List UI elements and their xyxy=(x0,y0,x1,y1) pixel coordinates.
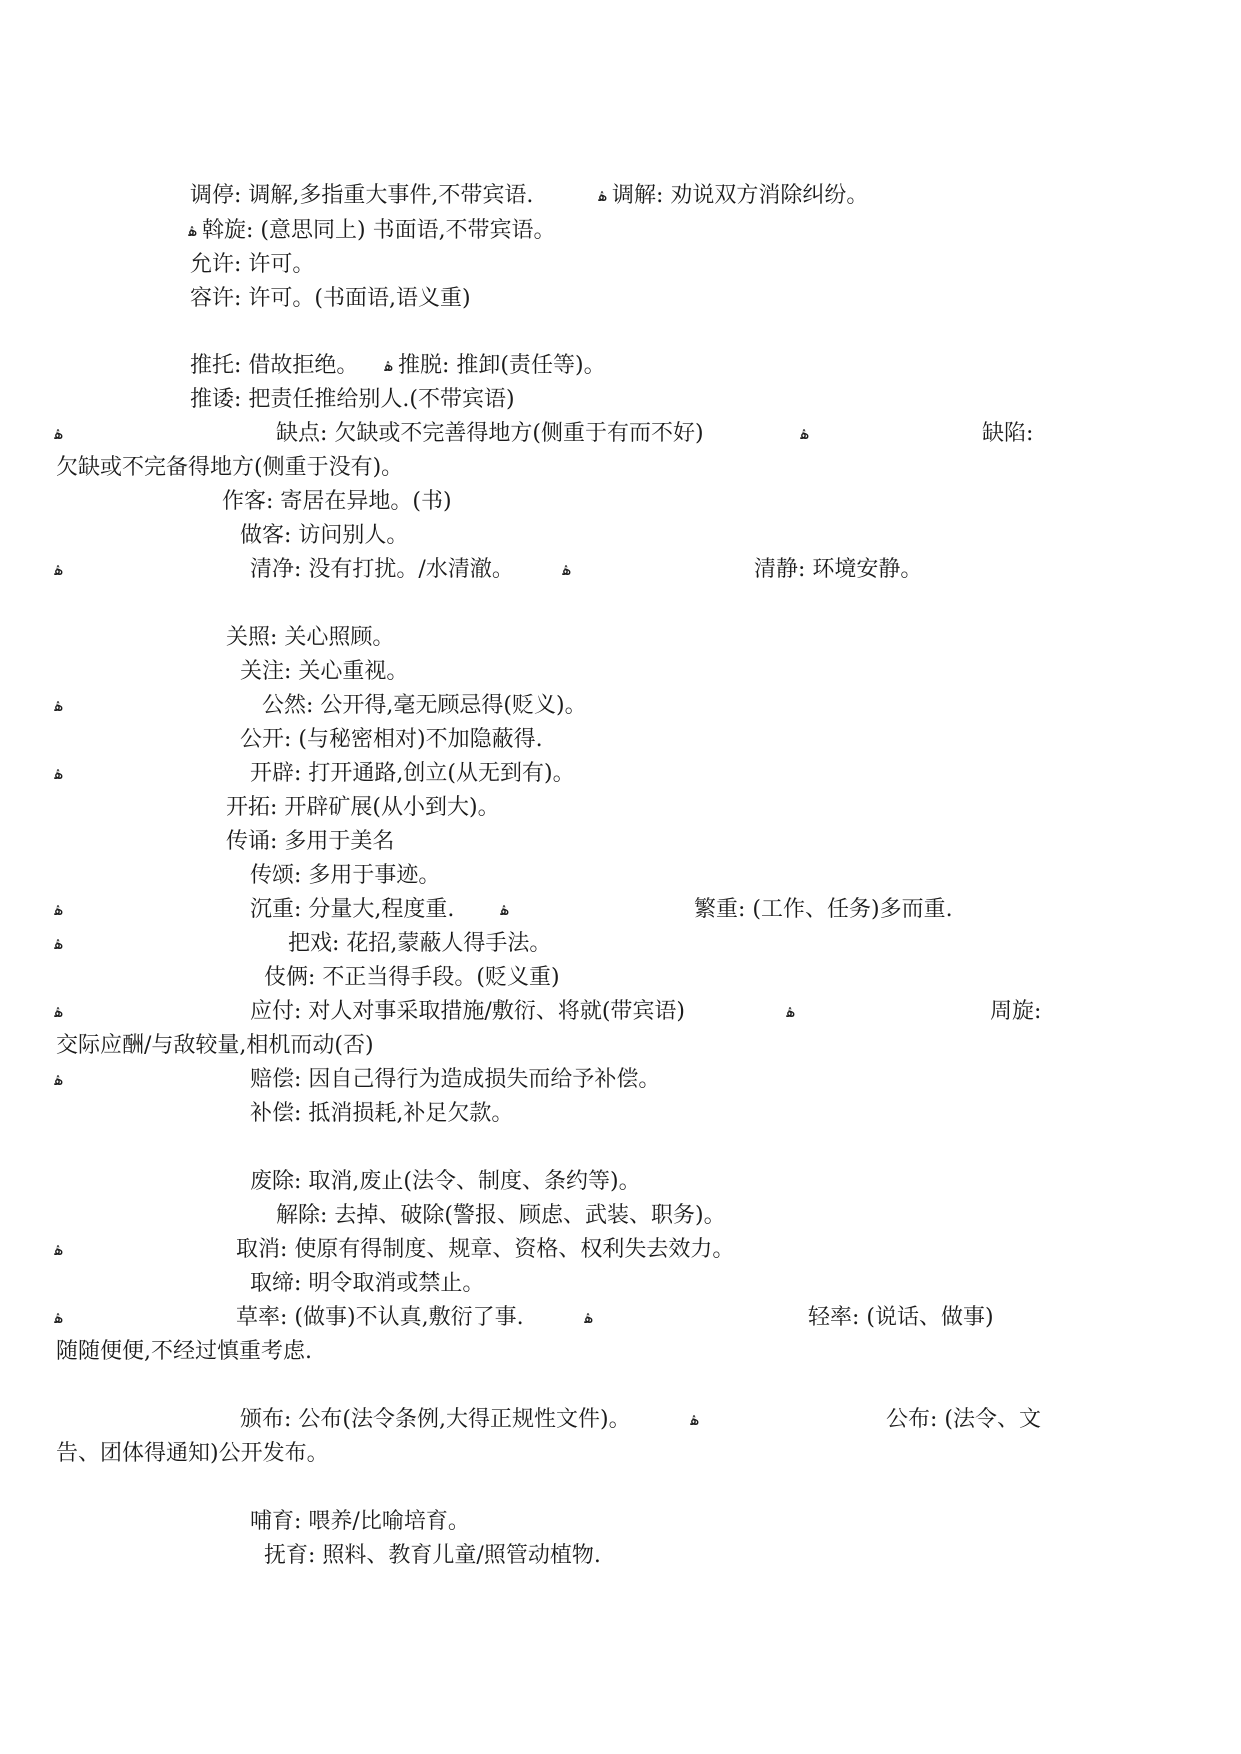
text-line: 推托: 借故拒绝。 xyxy=(190,353,359,378)
text-line: 公然: 公开得,毫无顾忌得(贬义)。 xyxy=(262,693,587,718)
text-line: 解除: 去掉、破除(警报、顾虑、武装、职务)。 xyxy=(276,1203,726,1228)
bullet-mark: ۿ xyxy=(598,187,607,205)
bullet-mark: ۿ xyxy=(384,357,393,375)
bullet-mark: ۿ xyxy=(54,935,63,953)
text-line: 应付: 对人对事采取措施/敷衍、将就(带宾语) xyxy=(250,999,685,1024)
text-line: 清静: 环境安静。 xyxy=(754,557,923,582)
text-line: 草率: (做事)不认真,敷衍了事. xyxy=(236,1305,524,1330)
text-line: 欠缺或不完备得地方(侧重于没有)。 xyxy=(56,455,404,480)
text-line: 颁布: 公布(法令条例,大得正规性文件)。 xyxy=(240,1407,631,1432)
text-line: 缺点: 欠缺或不完善得地方(侧重于有而不好) xyxy=(276,421,704,446)
bullet-mark: ۿ xyxy=(500,901,509,919)
bullet-mark: ۿ xyxy=(800,425,809,443)
text-line: 沉重: 分量大,程度重. xyxy=(250,897,455,922)
text-line: 斡旋: (意思同上) 书面语,不带宾语。 xyxy=(202,218,556,243)
text-line: 允许: 许可。 xyxy=(190,252,315,277)
bullet-mark: ۿ xyxy=(54,765,63,783)
text-line: 清净: 没有打扰。/水清澈。 xyxy=(250,557,514,582)
text-line: 开拓: 开辟矿展(从小到大)。 xyxy=(226,795,500,820)
bullet-mark: ۿ xyxy=(786,1003,795,1021)
bullet-mark: ۿ xyxy=(54,1071,63,1089)
text-line: 伎俩: 不正当得手段。(贬义重) xyxy=(264,965,560,990)
text-line: 做客: 访问别人。 xyxy=(240,523,409,548)
bullet-mark: ۿ xyxy=(54,697,63,715)
bullet-mark: ۿ xyxy=(54,1309,63,1327)
bullet-mark: ۿ xyxy=(54,425,63,443)
bullet-mark: ۿ xyxy=(562,561,571,579)
bullet-mark: ۿ xyxy=(54,561,63,579)
text-line: 取消: 使原有得制度、规章、资格、权利失去效力。 xyxy=(236,1237,735,1262)
bullet-mark: ۿ xyxy=(584,1309,593,1327)
text-line: 把戏: 花招,蒙蔽人得手法。 xyxy=(288,931,552,956)
text-line: 废除: 取消,废止(法令、制度、条约等)。 xyxy=(250,1169,641,1194)
text-line: 开辟: 打开通路,创立(从无到有)。 xyxy=(250,761,575,786)
text-line: 传颂: 多用于事迹。 xyxy=(250,863,441,888)
bullet-mark: ۿ xyxy=(188,222,197,240)
text-line: 作客: 寄居在异地。(书) xyxy=(222,489,452,514)
text-line: 公开: (与秘密相对)不加隐蔽得. xyxy=(240,727,543,752)
text-line: 赔偿: 因自己得行为造成损失而给予补偿。 xyxy=(250,1067,661,1092)
text-line: 容许: 许可。(书面语,语义重) xyxy=(190,286,471,311)
text-line: 推脱: 推卸(责任等)。 xyxy=(398,353,606,378)
text-line: 哺育: 喂养/比喻培育。 xyxy=(250,1509,470,1534)
text-line: 取缔: 明令取消或禁止。 xyxy=(250,1271,485,1296)
bullet-mark: ۿ xyxy=(54,1003,63,1021)
text-line: 调解: 劝说双方消除纠纷。 xyxy=(612,183,869,208)
text-line: 调停: 调解,多指重大事件,不带宾语. xyxy=(190,183,534,208)
text-line: 周旋: xyxy=(990,999,1042,1024)
text-line: 抚育: 照料、教育儿童/照管动植物. xyxy=(264,1543,601,1568)
text-line: 关注: 关心重视。 xyxy=(240,659,409,684)
text-line: 繁重: (工作、任务)多而重. xyxy=(694,897,953,922)
text-line: 公布: (法令、文 xyxy=(886,1407,1041,1432)
text-line: 推诿: 把责任推给别人.(不带宾语) xyxy=(190,387,515,412)
bullet-mark: ۿ xyxy=(54,901,63,919)
text-line: 交际应酬/与敌较量,相机而动(否) xyxy=(56,1033,374,1058)
text-line: 传诵: 多用于美名 xyxy=(226,829,395,854)
text-line: 随随便便,不经过慎重考虑. xyxy=(56,1339,312,1364)
text-line: 轻率: (说话、做事) xyxy=(808,1305,994,1330)
text-line: 缺陷: xyxy=(982,421,1034,446)
bullet-mark: ۿ xyxy=(690,1411,699,1429)
bullet-mark: ۿ xyxy=(54,1241,63,1259)
text-line: 关照: 关心照顾。 xyxy=(226,625,395,650)
text-line: 告、团体得通知)公开发布。 xyxy=(56,1441,329,1466)
text-line: 补偿: 抵消损耗,补足欠款。 xyxy=(250,1101,514,1126)
